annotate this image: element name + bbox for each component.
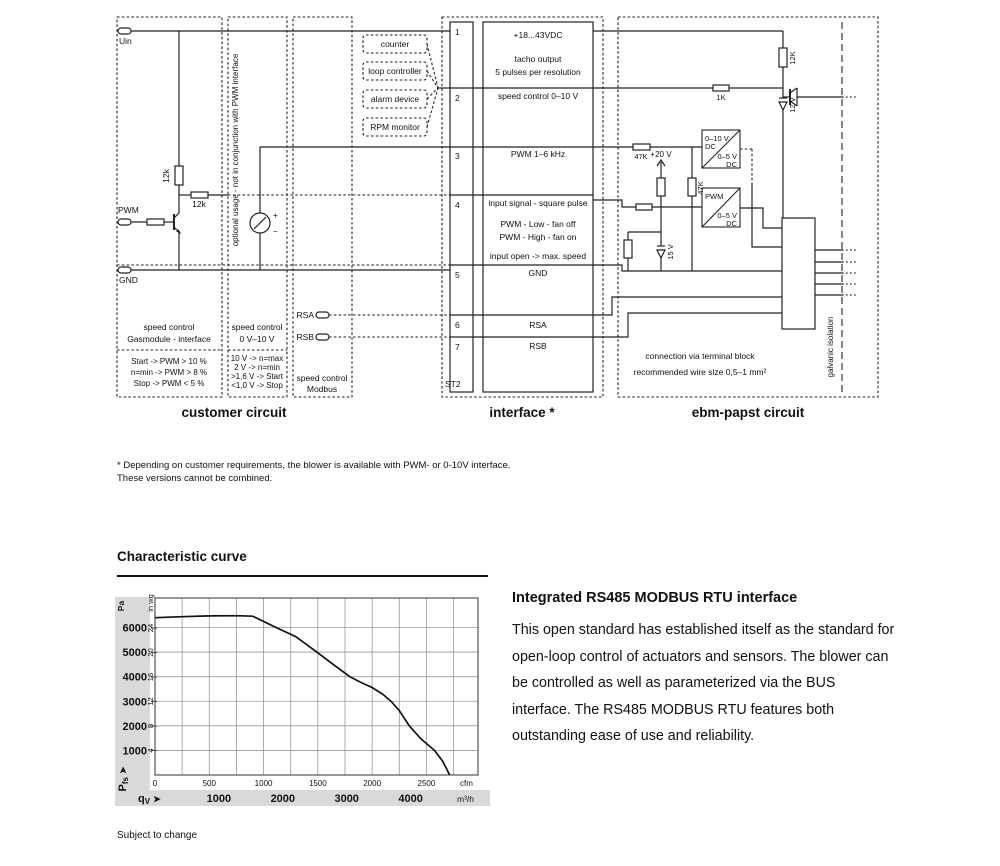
pin-1: 1	[455, 27, 460, 37]
pin6-line1: RSA	[529, 320, 547, 330]
tick-label: 1000	[122, 745, 147, 758]
curve-heading: Characteristic curve	[117, 549, 247, 564]
m3h-unit-label: m³/h	[457, 794, 474, 804]
conv1-out-label2: DC	[726, 160, 737, 169]
modbus-title: Integrated RS485 MODBUS RTU interface	[512, 590, 798, 606]
tick-label: 3000	[334, 793, 359, 805]
gas-title-2: Gasmodule - interface	[127, 334, 211, 344]
pin-2: 2	[455, 93, 460, 103]
pin4-line2: PWM - Low - fan off	[500, 219, 576, 229]
gauge-minus-sign: −	[273, 227, 278, 236]
caption-ebm-circuit: ebm-papst circuit	[691, 405, 805, 420]
characteristic-curve-chart	[108, 585, 500, 817]
tick-label: 1500	[308, 779, 327, 788]
tick-label: 4000	[122, 671, 147, 684]
pin-6: 6	[455, 320, 460, 330]
rsa-terminal-label: RSA	[296, 310, 314, 320]
connector-st2-label: ST2	[445, 379, 461, 389]
modbus-text-block	[512, 590, 898, 750]
pin1-line3: 5 pulses per resolution	[495, 67, 581, 77]
conv1-in-label1: 0–10 V	[705, 134, 729, 143]
device-alarm: alarm device	[370, 94, 420, 104]
resistor-47k-a-label: 47K	[634, 152, 648, 161]
modbus-title-1: speed control	[296, 373, 348, 383]
caption-customer-circuit: customer circuit	[181, 405, 287, 420]
chart-gridlines	[155, 598, 478, 775]
resistor-12k-label: 12K	[788, 51, 797, 65]
tick-label: 2500	[417, 779, 436, 788]
x-axis-strip	[115, 790, 490, 806]
gas-title-1: speed control	[143, 322, 195, 332]
pwm-terminal-label: PWM	[118, 205, 139, 215]
v010-rule-2: 2 V -> n=min	[234, 363, 280, 372]
pin-3: 3	[455, 151, 460, 161]
curve-series	[155, 616, 450, 775]
gas-rule-1: Start -> PWM > 10 %	[131, 357, 207, 366]
v010-title-2: 0 V–10 V	[239, 334, 275, 344]
tick-label: 2000	[122, 720, 147, 733]
optional-usage-note: optional usage - not in conjunction with PWM interface	[231, 53, 240, 247]
gnd-terminal-label: GND	[119, 275, 138, 285]
chart-tick-labels	[123, 623, 436, 806]
resistor-1k-label: 1K	[716, 93, 726, 102]
pin-7: 7	[455, 342, 460, 352]
resistor-12k-horizontal-label: 12k	[192, 199, 206, 209]
pa-unit-label: Pa	[116, 600, 126, 612]
tick-label: 12	[146, 697, 155, 706]
device-counter: counter	[380, 39, 410, 49]
zener-15v-label: 15 V	[666, 244, 675, 260]
cfm-unit-label: cfm	[460, 779, 473, 788]
heading-rule	[117, 575, 488, 577]
v010-title-1: speed control	[231, 322, 283, 332]
terminal-note-1: connection via terminal block	[645, 351, 755, 361]
tick-label: 16	[146, 672, 155, 682]
tick-label: 24	[146, 623, 155, 633]
resistor-12k-vertical-label: 12k	[161, 169, 171, 183]
tick-label: 1000	[254, 779, 273, 788]
gauge-plus-sign: +	[273, 211, 278, 220]
tick-label: 1000	[206, 793, 232, 805]
conv2-in-label: PWM	[705, 192, 724, 201]
gas-rule-2: n=min -> PWM > 8 %	[130, 368, 208, 377]
conv2-out-label1: 0–5 V	[717, 211, 737, 220]
rsb-terminal-label: RSB	[296, 332, 314, 342]
v010-rule-1: 10 V -> n=max	[230, 354, 284, 363]
tick-label: 2000	[270, 793, 296, 805]
v010-rule-4: <1,0 V -> Stop	[231, 381, 283, 390]
inwg-unit-label: in wg	[146, 594, 155, 612]
modbus-body: This open standard has established itself as the standard for open-loop control of actuators and sensors. The blower can be controlled as well as parameterized via the BUS interface. The RS485 MODBUS RTU features both outstanding ease of use and reliability.	[512, 622, 895, 744]
tick-label: 6000	[122, 622, 147, 635]
y-axis-quantity-label: Pfs➤	[117, 766, 130, 792]
pin2-line1: speed control 0–10 V	[497, 91, 579, 101]
x-axis-quantity-label: qV ➤	[138, 793, 161, 806]
pin4-line1: input signal - square pulse	[488, 198, 588, 208]
pin1-line2: tacho output	[514, 54, 562, 64]
footnote-line-2: These versions cannot be combined.	[117, 473, 273, 484]
tick-label: 4	[146, 748, 155, 753]
tick-label: 2000	[363, 779, 382, 788]
pin4-line3: PWM - High - fan on	[499, 232, 577, 242]
resistor-47k-b-label: 47K	[696, 181, 705, 195]
device-rpm-monitor: RPM monitor	[370, 122, 420, 132]
pin4-line4: input open -> max. speed	[489, 251, 587, 261]
pin1-line1: +18...43VDC	[513, 30, 563, 40]
pin3-line1: PWM 1–6 kHz	[510, 149, 566, 159]
isolation-outputs	[815, 250, 856, 295]
galvanic-isolation-label: galvanic isolation	[826, 316, 835, 378]
gas-rule-3: Stop -> PWM < 5 %	[133, 379, 205, 388]
device-loop-controller: loop controller	[368, 66, 422, 76]
ebm-wires	[593, 31, 858, 337]
tick-label: 5000	[122, 647, 147, 660]
pin5-line1: GND	[528, 268, 548, 278]
interface-footnote	[117, 459, 717, 485]
tick-label: 3000	[122, 696, 147, 709]
zener-12v-label: 12 V	[788, 97, 797, 113]
uin-terminal-label: Uin	[119, 36, 132, 46]
pin-5: 5	[455, 270, 460, 280]
conv2-out-label2: DC	[726, 219, 737, 228]
terminal-note-2: recommended wire size 0,5–1 mm²	[633, 367, 767, 377]
pin-4: 4	[455, 200, 460, 210]
plus-20v-label: +20 V	[650, 150, 672, 159]
subject-to-change-note: Subject to change	[117, 830, 198, 841]
tick-label: 0	[152, 779, 158, 788]
conv1-in-label2: DC	[705, 142, 716, 151]
plot-border	[155, 598, 478, 775]
pin7-line1: RSB	[529, 341, 547, 351]
tick-label: 20	[146, 648, 155, 657]
tick-label: 500	[202, 779, 216, 788]
footnote-line-1: * Depending on customer requirements, the blower is available with PWM- or 0-10V interface.	[117, 460, 511, 471]
tick-label: 4000	[398, 793, 423, 805]
v010-rule-3: >1,6 V -> Start	[230, 372, 284, 381]
conv1-out-label1: 0–5 V	[717, 152, 737, 161]
caption-interface: interface *	[489, 405, 555, 420]
isolation-block	[782, 218, 815, 329]
tick-label: 8	[146, 723, 155, 729]
modbus-title-2: Modbus	[306, 384, 338, 394]
